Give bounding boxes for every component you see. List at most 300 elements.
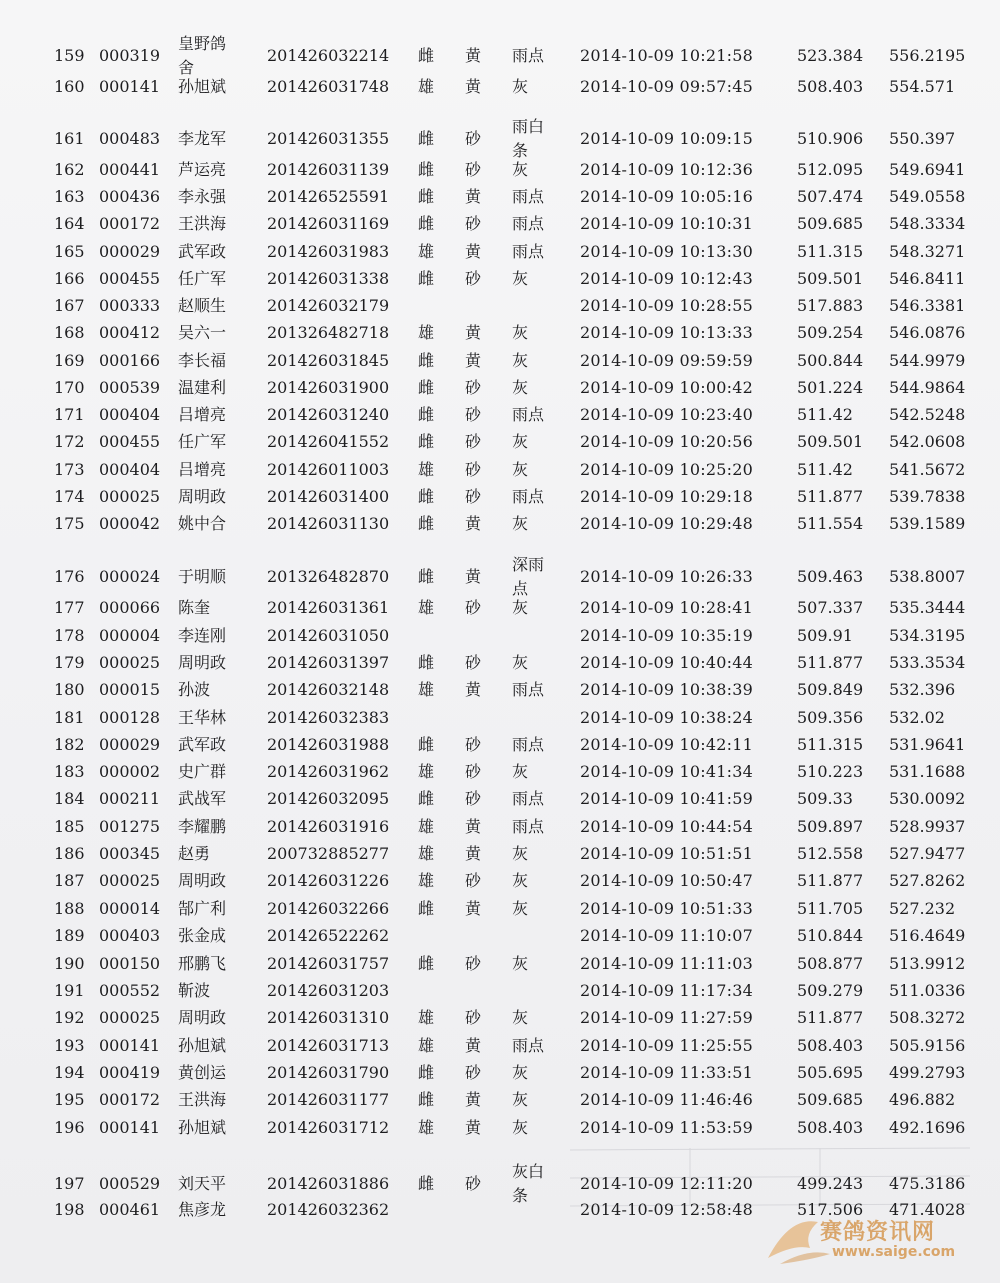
- cell-rank: 171: [54, 405, 85, 424]
- cell-id: 000455: [99, 269, 161, 288]
- cell-color: 灰: [512, 77, 529, 96]
- cell-dist: 508.403: [797, 77, 864, 96]
- cell-rank: 177: [54, 598, 85, 617]
- cell-sex: 雌: [418, 567, 435, 586]
- cell-color: 灰: [512, 653, 529, 672]
- cell-time: 2014-10-09 10:00:42: [580, 378, 753, 397]
- cell-id: 000042: [99, 514, 161, 533]
- cell-id: 000404: [99, 460, 161, 479]
- cell-name: 王洪海: [178, 1090, 227, 1109]
- cell-name: 武战军: [178, 789, 227, 808]
- cell-ring: 201426031240: [267, 405, 390, 424]
- cell-rank: 163: [54, 187, 85, 206]
- cell-speed: 496.882: [889, 1090, 956, 1109]
- cell-dist: 507.337: [797, 598, 864, 617]
- cell-color: 灰: [512, 160, 529, 179]
- cell-sex: 雄: [418, 817, 435, 836]
- cell-name: 吕增亮: [178, 405, 227, 424]
- cell-rank: 180: [54, 680, 85, 699]
- cell-sex: 雌: [418, 1090, 435, 1109]
- cell-dist: 508.877: [797, 954, 864, 973]
- cell-time: 2014-10-09 10:12:36: [580, 160, 753, 179]
- cell-time: 2014-10-09 10:29:48: [580, 514, 753, 533]
- cell-speed: 531.9641: [889, 735, 966, 754]
- cell-name: 周明政: [178, 1008, 227, 1027]
- cell-speed: 549.0558: [889, 187, 966, 206]
- cell-dist: 507.474: [797, 187, 864, 206]
- cell-sex: 雌: [418, 789, 435, 808]
- cell-speed: 528.9937: [889, 817, 966, 836]
- cell-id: 000412: [99, 323, 161, 342]
- cell-sex: 雌: [418, 46, 435, 65]
- cell-sex: 雌: [418, 378, 435, 397]
- cell-time: 2014-10-09 10:41:34: [580, 762, 753, 781]
- cell-speed: 531.1688: [889, 762, 966, 781]
- cell-ring: 201426031713: [267, 1036, 390, 1055]
- cell-color: 雨点: [512, 242, 545, 261]
- cell-name: 赵勇: [178, 844, 211, 863]
- cell-eye: 黄: [465, 46, 482, 65]
- cell-color: 灰: [512, 514, 529, 533]
- cell-name: 刘天平: [178, 1174, 227, 1193]
- cell-id: 000128: [99, 708, 161, 727]
- cell-time: 2014-10-09 10:38:39: [580, 680, 753, 699]
- cell-dist: 517.506: [797, 1200, 864, 1219]
- cell-eye: 黄: [465, 1118, 482, 1137]
- cell-name: 郜广利: [178, 899, 227, 918]
- cell-dist: 523.384: [797, 46, 864, 65]
- cell-eye: 黄: [465, 899, 482, 918]
- cell-color: 雨点: [512, 187, 545, 206]
- cell-ring: 201426031983: [267, 242, 390, 261]
- cell-id: 000066: [99, 598, 161, 617]
- cell-speed: 535.3444: [889, 598, 966, 617]
- cell-speed: 511.0336: [889, 981, 966, 1000]
- cell-speed: 556.2195: [889, 46, 966, 65]
- cell-time: 2014-10-09 10:51:51: [580, 844, 753, 863]
- cell-ring: 201426032266: [267, 899, 390, 918]
- cell-speed: 550.397: [889, 129, 956, 148]
- cell-time: 2014-10-09 11:46:46: [580, 1090, 753, 1109]
- cell-eye: 黄: [465, 187, 482, 206]
- cell-rank: 174: [54, 487, 85, 506]
- cell-color: 灰: [512, 899, 529, 918]
- cell-time: 2014-10-09 11:27:59: [580, 1008, 753, 1027]
- cell-id: 000025: [99, 1008, 161, 1027]
- cell-id: 000211: [99, 789, 161, 808]
- cell-name: 武军政: [178, 242, 227, 261]
- cell-id: 000015: [99, 680, 161, 699]
- cell-speed: 548.3271: [889, 242, 966, 261]
- cell-color: 雨白条: [512, 117, 545, 160]
- cell-color: 雨点: [512, 789, 545, 808]
- cell-rank: 181: [54, 708, 85, 727]
- watermark-site-url: www.saige.com: [832, 1244, 956, 1260]
- cell-color: 深雨点: [512, 555, 545, 598]
- cell-ring: 201426031757: [267, 954, 390, 973]
- cell-rank: 189: [54, 926, 85, 945]
- cell-time: 2014-10-09 10:26:33: [580, 567, 753, 586]
- cell-color: 灰: [512, 1008, 529, 1027]
- cell-sex: 雌: [418, 187, 435, 206]
- cell-rank: 184: [54, 789, 85, 808]
- cell-color: 灰: [512, 1090, 529, 1109]
- cell-eye: 黄: [465, 514, 482, 533]
- cell-time: 2014-10-09 10:42:11: [580, 735, 753, 754]
- cell-name: 焦彦龙: [178, 1200, 227, 1219]
- cell-eye: 砂: [465, 954, 482, 973]
- cell-id: 000529: [99, 1174, 161, 1193]
- cell-name: 李连刚: [178, 626, 227, 645]
- cell-color: 灰: [512, 378, 529, 397]
- cell-speed: 539.7838: [889, 487, 966, 506]
- cell-ring: 201426011003: [267, 460, 390, 479]
- cell-id: 000166: [99, 351, 161, 370]
- cell-ring: 201426032148: [267, 680, 390, 699]
- cell-speed: 554.571: [889, 77, 956, 96]
- cell-sex: 雄: [418, 242, 435, 261]
- cell-color: 灰: [512, 460, 529, 479]
- cell-id: 000172: [99, 1090, 161, 1109]
- cell-name: 赵顺生: [178, 296, 227, 315]
- cell-eye: 黄: [465, 351, 482, 370]
- cell-name: 陈奎: [178, 598, 211, 617]
- cell-ring: 201426031169: [267, 214, 390, 233]
- cell-dist: 509.685: [797, 1090, 864, 1109]
- cell-dist: 511.877: [797, 1008, 864, 1027]
- cell-eye: 砂: [465, 214, 482, 233]
- cell-eye: 黄: [465, 323, 482, 342]
- cell-sex: 雄: [418, 598, 435, 617]
- cell-color: 雨点: [512, 487, 545, 506]
- cell-id: 000002: [99, 762, 161, 781]
- cell-id: 000441: [99, 160, 161, 179]
- cell-rank: 169: [54, 351, 85, 370]
- cell-id: 000025: [99, 871, 161, 890]
- cell-id: 000029: [99, 735, 161, 754]
- cell-time: 2014-10-09 11:33:51: [580, 1063, 753, 1082]
- cell-eye: 黄: [465, 680, 482, 699]
- cell-ring: 201426031988: [267, 735, 390, 754]
- cell-sex: 雌: [418, 954, 435, 973]
- cell-dist: 511.315: [797, 242, 864, 261]
- cell-rank: 176: [54, 567, 85, 586]
- cell-time: 2014-10-09 10:12:43: [580, 269, 753, 288]
- cell-eye: 砂: [465, 269, 482, 288]
- cell-color: 灰: [512, 598, 529, 617]
- cell-id: 000319: [99, 46, 161, 65]
- cell-sex: 雄: [418, 1118, 435, 1137]
- cell-time: 2014-10-09 12:11:20: [580, 1174, 753, 1193]
- cell-color: 灰: [512, 269, 529, 288]
- cell-id: 000436: [99, 187, 161, 206]
- cell-ring: 201426031355: [267, 129, 390, 148]
- cell-ring: 201426031310: [267, 1008, 390, 1027]
- cell-color: 灰: [512, 323, 529, 342]
- cell-name: 任广军: [178, 432, 227, 451]
- cell-name: 王洪海: [178, 214, 227, 233]
- cell-eye: 砂: [465, 1174, 482, 1193]
- cell-sex: 雄: [418, 1036, 435, 1055]
- cell-dist: 511.315: [797, 735, 864, 754]
- cell-color: 灰白条: [512, 1162, 545, 1205]
- cell-rank: 160: [54, 77, 85, 96]
- cell-ring: 201426031845: [267, 351, 390, 370]
- cell-sex: 雄: [418, 323, 435, 342]
- cell-rank: 196: [54, 1118, 85, 1137]
- cell-dist: 511.877: [797, 871, 864, 890]
- cell-time: 2014-10-09 11:25:55: [580, 1036, 753, 1055]
- cell-speed: 532.396: [889, 680, 956, 699]
- cell-ring: 201426525591: [267, 187, 390, 206]
- cell-sex: 雌: [418, 351, 435, 370]
- cell-id: 001275: [99, 817, 161, 836]
- cell-speed: 527.232: [889, 899, 956, 918]
- cell-sex: 雌: [418, 214, 435, 233]
- cell-color: 灰: [512, 351, 529, 370]
- cell-eye: 砂: [465, 160, 482, 179]
- cell-id: 000345: [99, 844, 161, 863]
- cell-rank: 190: [54, 954, 85, 973]
- cell-dist: 508.403: [797, 1118, 864, 1137]
- cell-name: 靳波: [178, 981, 211, 1000]
- cell-dist: 509.91: [797, 626, 853, 645]
- cell-name: 周明政: [178, 653, 227, 672]
- cell-time: 2014-10-09 10:40:44: [580, 653, 753, 672]
- cell-name: 吴六一: [178, 323, 227, 342]
- cell-name: 史广群: [178, 762, 227, 781]
- cell-id: 000461: [99, 1200, 161, 1219]
- cell-speed: 542.0608: [889, 432, 966, 451]
- cell-dist: 509.685: [797, 214, 864, 233]
- cell-dist: 512.558: [797, 844, 864, 863]
- cell-eye: 黄: [465, 242, 482, 261]
- cell-ring: 200732885277: [267, 844, 390, 863]
- cell-name: 周明政: [178, 871, 227, 890]
- cell-dist: 509.279: [797, 981, 864, 1000]
- cell-id: 000025: [99, 487, 161, 506]
- cell-color: 灰: [512, 432, 529, 451]
- cell-dist: 510.844: [797, 926, 864, 945]
- cell-ring: 201426522262: [267, 926, 390, 945]
- cell-ring: 201426032214: [267, 46, 390, 65]
- cell-time: 2014-10-09 10:41:59: [580, 789, 753, 808]
- cell-rank: 175: [54, 514, 85, 533]
- cell-speed: 546.8411: [889, 269, 966, 288]
- cell-rank: 172: [54, 432, 85, 451]
- cell-ring: 201426031338: [267, 269, 390, 288]
- cell-time: 2014-10-09 10:23:40: [580, 405, 753, 424]
- cell-ring: 201426031748: [267, 77, 390, 96]
- cell-eye: 砂: [465, 762, 482, 781]
- cell-dist: 512.095: [797, 160, 864, 179]
- cell-time: 2014-10-09 10:09:15: [580, 129, 753, 148]
- cell-id: 000029: [99, 242, 161, 261]
- cell-ring: 201426032383: [267, 708, 390, 727]
- cell-speed: 492.1696: [889, 1118, 966, 1137]
- cell-ring: 201426031712: [267, 1118, 390, 1137]
- cell-ring: 201426031050: [267, 626, 390, 645]
- cell-id: 000172: [99, 214, 161, 233]
- cell-color: 灰: [512, 1118, 529, 1137]
- cell-eye: 砂: [465, 789, 482, 808]
- cell-name: 温建利: [178, 378, 227, 397]
- cell-name: 李龙军: [178, 129, 227, 148]
- cell-ring: 201426031177: [267, 1090, 390, 1109]
- cell-color: 灰: [512, 954, 529, 973]
- cell-name: 皇野鸽舍: [178, 34, 227, 77]
- cell-rank: 167: [54, 296, 85, 315]
- cell-dist: 509.356: [797, 708, 864, 727]
- cell-name: 李长福: [178, 351, 227, 370]
- cell-ring: 201426031400: [267, 487, 390, 506]
- cell-name: 孙旭斌: [178, 77, 227, 96]
- cell-dist: 505.695: [797, 1063, 864, 1082]
- cell-id: 000483: [99, 129, 161, 148]
- cell-speed: 549.6941: [889, 160, 966, 179]
- cell-time: 2014-10-09 10:21:58: [580, 46, 753, 65]
- cell-time: 2014-10-09 10:38:24: [580, 708, 753, 727]
- cell-color: 灰: [512, 844, 529, 863]
- cell-eye: 砂: [465, 871, 482, 890]
- cell-dist: 509.897: [797, 817, 864, 836]
- cell-id: 000539: [99, 378, 161, 397]
- cell-sex: 雄: [418, 680, 435, 699]
- cell-ring: 201426032179: [267, 296, 390, 315]
- cell-color: 雨点: [512, 735, 545, 754]
- cell-time: 2014-10-09 10:13:33: [580, 323, 753, 342]
- cell-rank: 187: [54, 871, 85, 890]
- cell-name: 武军政: [178, 735, 227, 754]
- cell-rank: 165: [54, 242, 85, 261]
- cell-speed: 534.3195: [889, 626, 966, 645]
- cell-ring: 201426031226: [267, 871, 390, 890]
- cell-rank: 193: [54, 1036, 85, 1055]
- cell-ring: 201426031361: [267, 598, 390, 617]
- cell-color: 灰: [512, 762, 529, 781]
- cell-time: 2014-10-09 10:29:18: [580, 487, 753, 506]
- cell-eye: 砂: [465, 378, 482, 397]
- cell-dist: 511.42: [797, 405, 853, 424]
- cell-speed: 546.0876: [889, 323, 966, 342]
- cell-rank: 168: [54, 323, 85, 342]
- cell-time: 2014-10-09 10:35:19: [580, 626, 753, 645]
- cell-eye: 砂: [465, 735, 482, 754]
- cell-name: 孙波: [178, 680, 211, 699]
- cell-dist: 499.243: [797, 1174, 864, 1193]
- cell-dist: 509.849: [797, 680, 864, 699]
- cell-eye: 砂: [465, 460, 482, 479]
- cell-rank: 161: [54, 129, 85, 148]
- cell-eye: 砂: [465, 598, 482, 617]
- cell-dist: 517.883: [797, 296, 864, 315]
- cell-eye: 黄: [465, 1090, 482, 1109]
- cell-color: 灰: [512, 1063, 529, 1082]
- cell-name: 任广军: [178, 269, 227, 288]
- cell-rank: 198: [54, 1200, 85, 1219]
- cell-speed: 513.9912: [889, 954, 966, 973]
- watermark-site-name: 赛鸽资讯网: [820, 1220, 936, 1245]
- cell-color: 雨点: [512, 817, 545, 836]
- cell-id: 000025: [99, 653, 161, 672]
- cell-time: 2014-10-09 10:20:56: [580, 432, 753, 451]
- cell-speed: 539.1589: [889, 514, 966, 533]
- cell-eye: 黄: [465, 844, 482, 863]
- cell-time: 2014-10-09 10:50:47: [580, 871, 753, 890]
- cell-color: 雨点: [512, 405, 545, 424]
- cell-id: 000014: [99, 899, 161, 918]
- cell-sex: 雄: [418, 844, 435, 863]
- cell-name: 孙旭斌: [178, 1118, 227, 1137]
- cell-name: 李耀鹏: [178, 817, 227, 836]
- cell-ring: 201426031900: [267, 378, 390, 397]
- cell-speed: 475.3186: [889, 1174, 966, 1193]
- cell-time: 2014-10-09 10:10:31: [580, 214, 753, 233]
- cell-name: 于明顺: [178, 567, 227, 586]
- cell-ring: 201426031962: [267, 762, 390, 781]
- cell-rank: 173: [54, 460, 85, 479]
- cell-dist: 509.33: [797, 789, 853, 808]
- cell-dist: 509.254: [797, 323, 864, 342]
- cell-color: 雨点: [512, 680, 545, 699]
- cell-speed: 544.9864: [889, 378, 966, 397]
- cell-name: 黄创运: [178, 1063, 227, 1082]
- cell-time: 2014-10-09 11:10:07: [580, 926, 753, 945]
- cell-id: 000552: [99, 981, 161, 1000]
- cell-rank: 162: [54, 160, 85, 179]
- cell-rank: 178: [54, 626, 85, 645]
- cell-time: 2014-10-09 11:11:03: [580, 954, 753, 973]
- cell-id: 000141: [99, 1036, 161, 1055]
- cell-ring: 201326482718: [267, 323, 390, 342]
- cell-eye: 黄: [465, 77, 482, 96]
- cell-eye: 黄: [465, 1036, 482, 1055]
- cell-color: 雨点: [512, 1036, 545, 1055]
- cell-id: 000150: [99, 954, 161, 973]
- cell-color: 灰: [512, 871, 529, 890]
- cell-speed: 505.9156: [889, 1036, 966, 1055]
- cell-name: 邢鹏飞: [178, 954, 227, 973]
- cell-sex: 雌: [418, 514, 435, 533]
- cell-rank: 186: [54, 844, 85, 863]
- cell-id: 000404: [99, 405, 161, 424]
- cell-name: 芦运亮: [178, 160, 227, 179]
- cell-dist: 511.705: [797, 899, 864, 918]
- cell-sex: 雌: [418, 899, 435, 918]
- cell-color: 雨点: [512, 214, 545, 233]
- cell-sex: 雄: [418, 77, 435, 96]
- cell-name: 孙旭斌: [178, 1036, 227, 1055]
- cell-sex: 雌: [418, 653, 435, 672]
- cell-dist: 509.501: [797, 269, 864, 288]
- cell-time: 2014-10-09 10:13:30: [580, 242, 753, 261]
- cell-time: 2014-10-09 10:25:20: [580, 460, 753, 479]
- cell-eye: 砂: [465, 1063, 482, 1082]
- cell-name: 吕增亮: [178, 460, 227, 479]
- cell-speed: 527.8262: [889, 871, 966, 890]
- cell-sex: 雌: [418, 129, 435, 148]
- cell-sex: 雌: [418, 1063, 435, 1082]
- cell-rank: 170: [54, 378, 85, 397]
- cell-name: 周明政: [178, 487, 227, 506]
- cell-speed: 548.3334: [889, 214, 966, 233]
- cell-rank: 179: [54, 653, 85, 672]
- cell-eye: 砂: [465, 653, 482, 672]
- cell-dist: 500.844: [797, 351, 864, 370]
- cell-sex: 雌: [418, 405, 435, 424]
- cell-id: 000419: [99, 1063, 161, 1082]
- cell-speed: 541.5672: [889, 460, 966, 479]
